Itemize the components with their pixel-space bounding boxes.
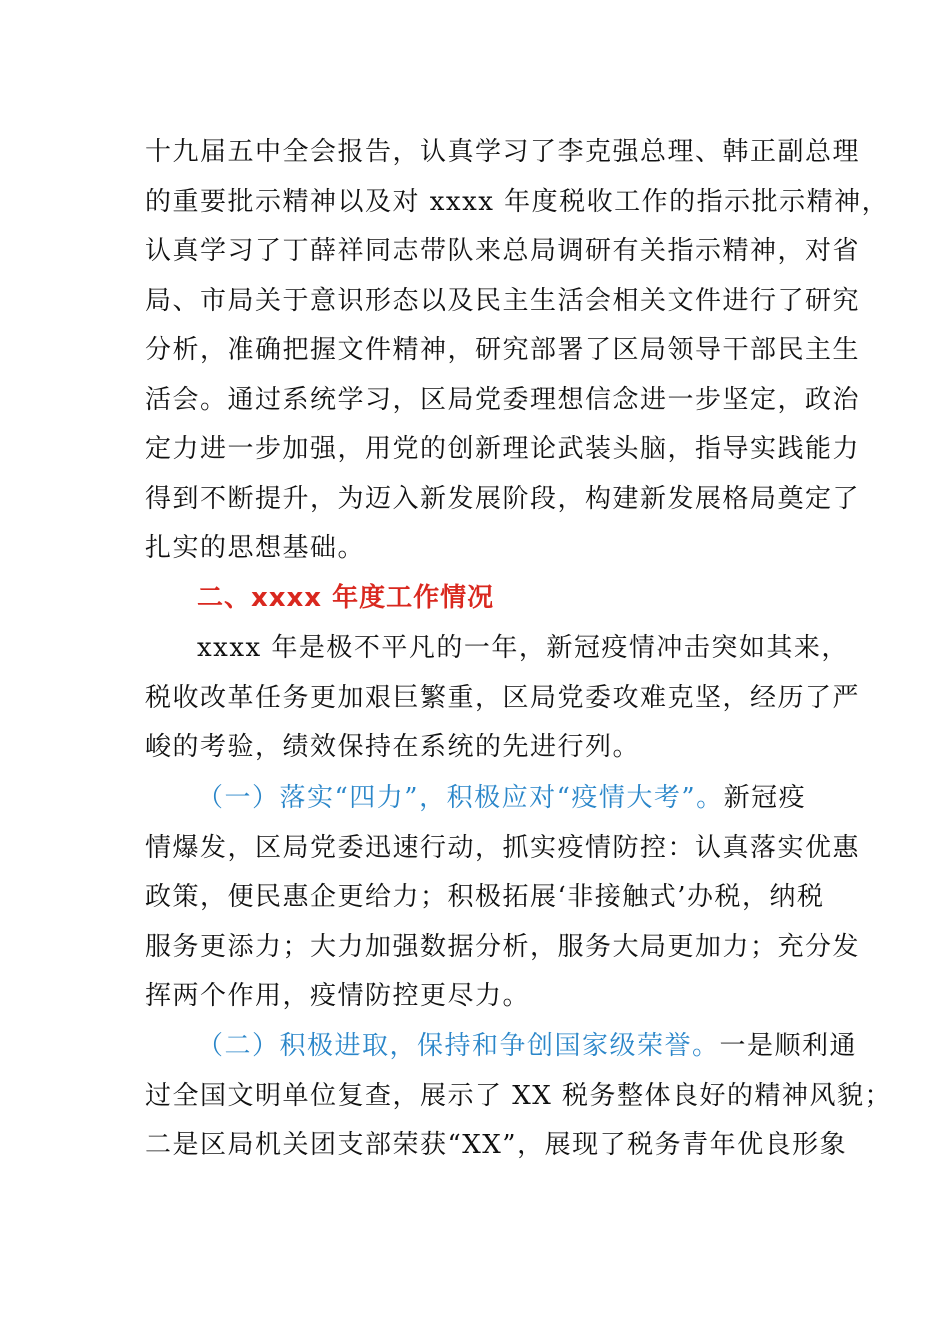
section-heading: 二、xxxx 年度工作情况 (197, 583, 495, 613)
text-line: 峻的考验，绩效保持在系统的先进行列。 (145, 732, 641, 762)
text-line: 分析，准确把握文件精神，研究部署了区局领导干部民主生 (145, 335, 861, 365)
subheading-item-1: （一）落实“四力”，积极应对“疫情大考”。 (197, 783, 724, 813)
text-line: 税收改革任务更加艰巨繁重，区局党委攻难克坚，经历了严 (145, 682, 861, 713)
text-line: 定力进一步加强，用党的创新理论武装头脑，指导实践能力 (145, 434, 861, 464)
text-line: 扎实的思想基础。 (145, 533, 366, 563)
text-line: 政策，便民惠企更给力；积极拓展‘非接触式’办税，纳税 (145, 882, 825, 912)
text-line: 认真学习了丁薛祥同志带队来总局调研有关指示精神，对省 (145, 236, 861, 266)
text-line: 情爆发，区局党委迅速行动，抓实疫情防控：认真落实优惠 (145, 832, 861, 863)
paragraph-item-2 (145, 1022, 893, 1171)
text-line (145, 774, 825, 824)
text-line: 过全国文明单位复查，展示了 XX 税务整体良好的精神风貌； (145, 1080, 893, 1111)
text-line: 服务更添力；大力加强数据分析，服务大局更加力；充分发 (145, 931, 861, 962)
section-heading-block (145, 574, 825, 624)
text-line: 挥两个作用，疫情防控更尽力。 (145, 981, 531, 1011)
text-line: 的重要批示精神以及对 xxxx 年度税收工作的指示批示精神， (145, 186, 890, 217)
text-line: xxxx 年是极不平凡的一年，新冠疫情冲击突如其来， (197, 633, 849, 663)
text-line: 十九届五中全会报告，认真学习了李克强总理、韩正副总理 (145, 137, 861, 167)
paragraph-intro (145, 624, 861, 773)
text-line: 局、市局关于意识形态以及民主生活会相关文件进行了研究 (145, 285, 861, 316)
paragraph-study (145, 128, 890, 574)
text-fragment: 一是顺利通 (719, 1031, 858, 1061)
text-line: 活会。通过系统学习，区局党委理想信念进一步坚定，政治 (145, 384, 861, 415)
text-line (145, 1022, 858, 1072)
paragraph-item-1 (145, 774, 861, 1022)
text-line: 得到不断提升，为迈入新发展阶段，构建新发展格局奠定了 (145, 483, 861, 514)
text-fragment: 新冠疫 (723, 783, 807, 813)
text-line: 二是区局机关团支部荣获“XX”，展现了税务青年优良形象 (145, 1130, 848, 1160)
subheading-item-2: （二）积极进取，保持和争创国家级荣誉。 (197, 1031, 720, 1061)
